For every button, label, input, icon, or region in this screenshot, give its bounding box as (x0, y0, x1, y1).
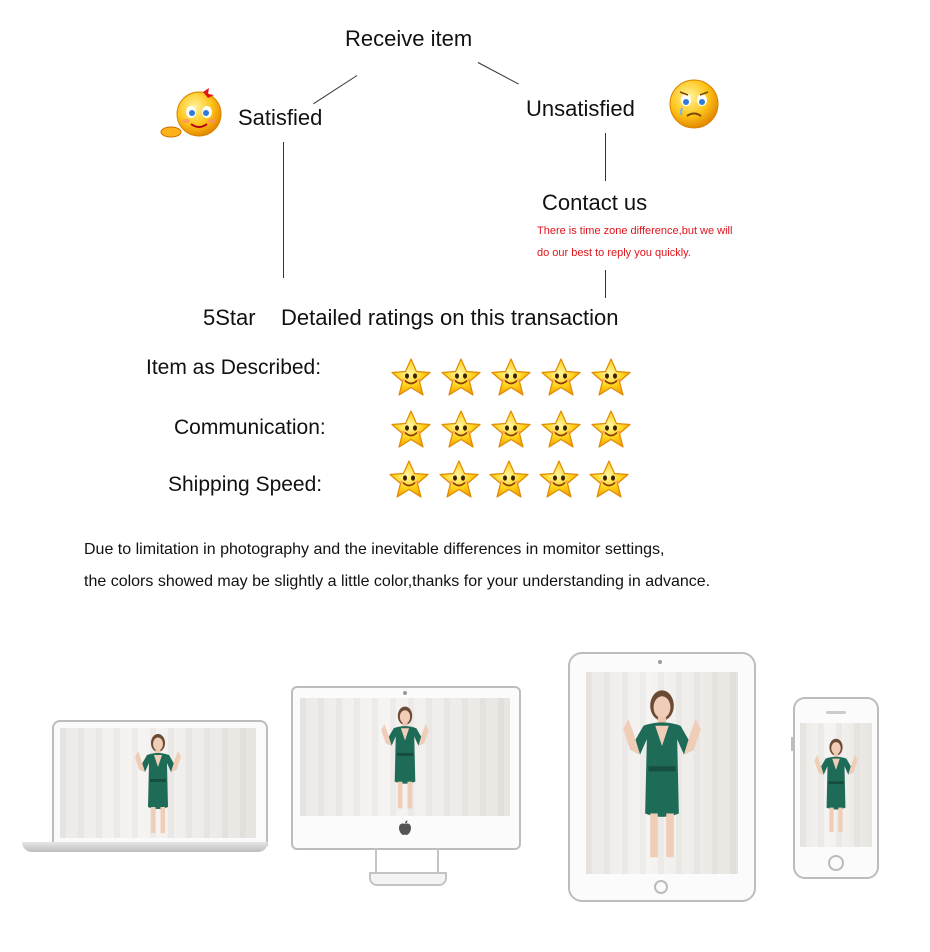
smiling-star-icon (490, 409, 532, 451)
worried-emoji-icon (668, 78, 720, 130)
connector-line (478, 62, 519, 84)
smiling-star-icon (540, 409, 582, 451)
notice-line2: the colors showed may be slightly a little color,thanks for your understanding in advance. (84, 573, 711, 590)
smiling-star-icon (390, 357, 432, 399)
home-button-icon (828, 855, 844, 871)
contact-us-label: Contact us (542, 190, 648, 215)
smiling-star-icon (490, 357, 532, 399)
product-photo (60, 728, 256, 838)
star-row (390, 409, 632, 451)
product-photo (300, 698, 510, 816)
connector-line (283, 142, 284, 278)
phone-device (793, 697, 879, 879)
happy-emoji-icon (155, 88, 227, 140)
smiling-star-icon (390, 409, 432, 451)
connector-line (605, 133, 606, 181)
connector-line (605, 270, 606, 298)
smiling-star-icon (438, 459, 480, 501)
star-row (390, 357, 632, 399)
product-photo (586, 672, 738, 874)
smiling-star-icon (538, 459, 580, 501)
rating-label-shipping-speed: Shipping Speed: (168, 473, 323, 496)
satisfied-label: Satisfied (238, 105, 323, 130)
smiling-star-icon (588, 459, 630, 501)
five-star-label: 5Star (203, 305, 256, 330)
desktop-monitor-device (291, 686, 521, 886)
contact-note-line1: There is time zone difference,but we will (537, 225, 733, 237)
contact-note-line2: do our best to reply you quickly. (537, 247, 691, 259)
smiling-star-icon (440, 409, 482, 451)
model-figure (603, 681, 721, 865)
smiling-star-icon (540, 357, 582, 399)
smiling-star-icon (440, 357, 482, 399)
model-figure (803, 733, 869, 837)
receive-item-label: Receive item (345, 26, 473, 51)
tablet-device (568, 652, 756, 902)
connector-line (313, 75, 357, 104)
smiling-star-icon (488, 459, 530, 501)
home-button-icon (654, 880, 668, 894)
detailed-ratings-title: Detailed ratings on this transaction (281, 305, 619, 330)
smiling-star-icon (590, 409, 632, 451)
product-photo (800, 723, 872, 847)
notice-line1: Due to limitation in photography and the inevitable differences in momitor settings, (84, 541, 665, 558)
model-figure (369, 700, 441, 814)
unsatisfied-label: Unsatisfied (526, 96, 635, 121)
rating-label-item-as-described: Item as Described: (146, 356, 322, 379)
smiling-star-icon (388, 459, 430, 501)
apple-logo-icon (398, 820, 412, 836)
laptop-device (22, 720, 268, 855)
rating-label-communication: Communication: (174, 416, 326, 439)
smiling-star-icon (590, 357, 632, 399)
star-row (388, 459, 630, 501)
model-figure (123, 729, 193, 837)
